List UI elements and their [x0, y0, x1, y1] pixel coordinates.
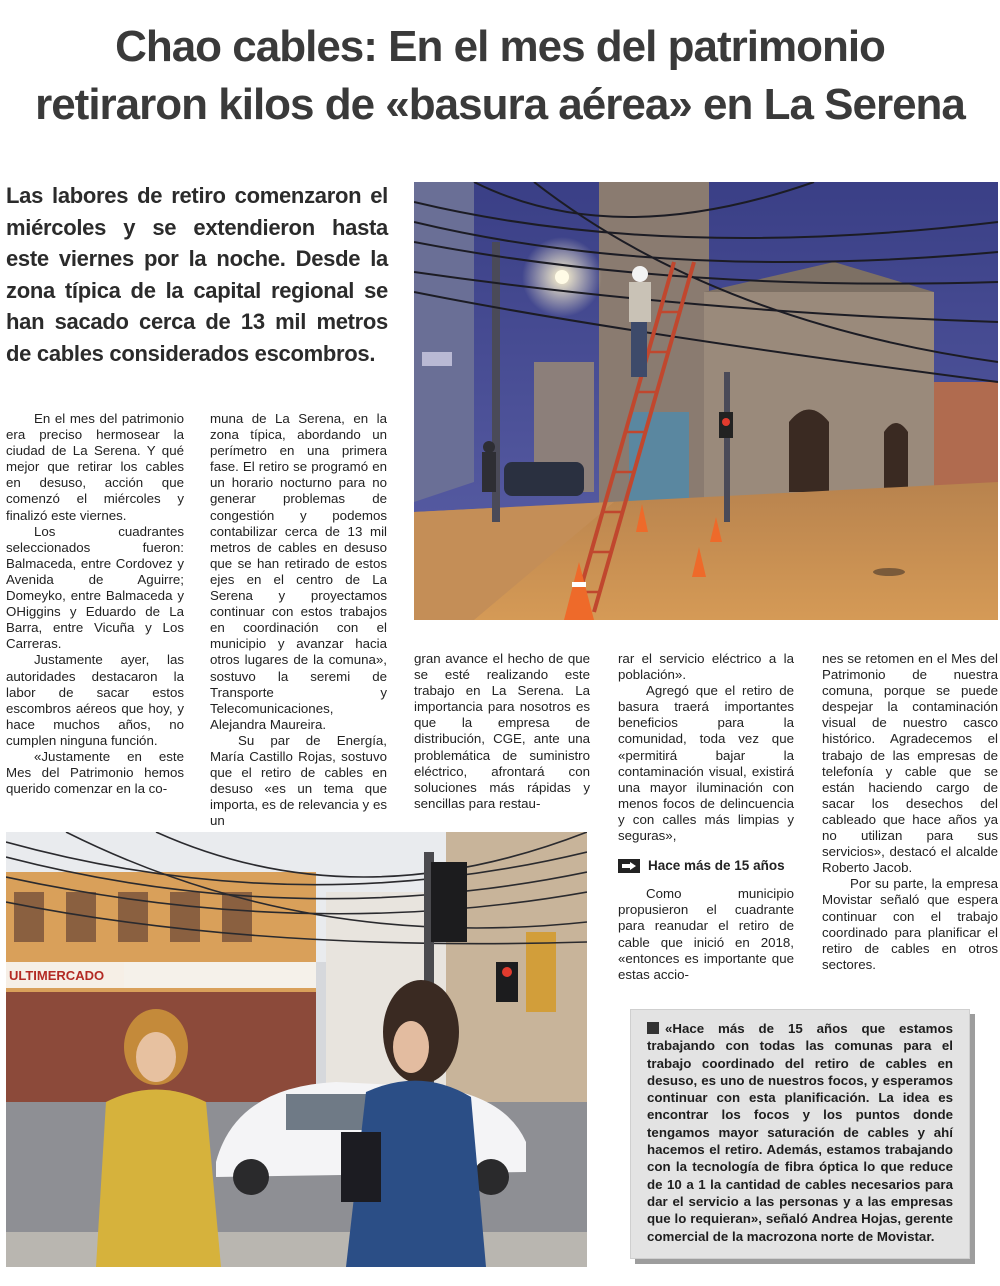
article-column-1: [6, 411, 184, 797]
subhead-text: Hace más de 15 años: [648, 858, 785, 874]
article-paragraph: muna de La Serena, en la zona típica, abordando un perímetro en una primera fase. El retiro se programó en un horario nocturno para no generar problemas de congestión y podemos contabilizar cerca de 13 mil metros de cables en desuso que se han retirado de estos ejes en el centro de La Serena y proyectamos continuar con estos trabajos en coordinación con el municipio y avanzar hacia otros lugares de la comuna», sostuvo la seremi de Transporte y Telecomunicaciones, Alejandra Maureira.: [210, 411, 387, 732]
article-paragraph: Justamente ayer, las autoridades destacaron la labor de sacar estos escombros aéreos que hoy, y hace muchos años, no cumplen ninguna función.: [6, 652, 184, 748]
article-paragraph: Su par de Energía, María Castillo Rojas, sostuvo que el retiro de cables en desuso «es un tema que importa, es de relevancia y es un: [210, 732, 387, 829]
section-subhead: [618, 858, 794, 874]
article-paragraph: Por su parte, la empresa Movistar señaló que espera continuar con el trabajo coordinado para planificar el retiro de cables en otros sectores.: [822, 876, 998, 972]
pull-quote: [647, 1020, 953, 1245]
article-column-5: [822, 651, 998, 973]
headline-line-2: retiraron kilos de «basura aérea» en La Serena: [35, 80, 965, 129]
photo-night-cable-removal: [414, 182, 998, 620]
lead-paragraph: Las labores de retiro comenzaron el miércoles y se extendieron hasta este viernes por la noche. Desde la zona típica de la capital regional se han sacado cerca de 13 mil metros de cables considerados escombros.: [6, 183, 388, 366]
article-paragraph: «Justamente en este Mes del Patrimonio hemos querido comenzar en la co-: [6, 748, 184, 797]
street-scene-illustration: [6, 832, 587, 1267]
article-paragraph: rar el servicio eléctrico a la población».: [618, 651, 794, 683]
pull-quote-text: «Hace más de 15 años que estamos trabajando con todas las comunas para el trabajo coordinado del retiro de cables en desuso, es uno de nuestros focos, y esperamos continuar con esta planificación. La idea es encontrar los focos y los puntos donde tengamos mayor saturación de cables y ahí hacemos el retiro. Además, estamos trabajando con la tecnología de fibra óptica lo que reduce de 10 a 1 la cantidad de cables necesarios para dar el servicio a las personas y a las empresas que lo requieran», señaló Andrea Hojas, gerente comercial de la macrozona norte de Movistar.: [647, 1021, 953, 1244]
pull-quote-box: [630, 1009, 970, 1259]
article-paragraph: Como municipio propusieron el cuadrante para reanudar el retiro de cable que inició en 2018, «entonces es importante que estas accio-: [618, 886, 794, 982]
store-sign: ULTIMERCADO: [9, 968, 105, 983]
article-paragraph: En el mes del patrimonio era preciso hermosear la ciudad de La Serena. Y qué mejor que retirar los cables en desuso, acción que comenzó el miércoles y finalizó este viernes.: [6, 411, 184, 523]
article-column-2: [210, 411, 387, 829]
article-paragraph: Los cuadrantes seleccionados fueron: Balmaceda, entre Cordovez y Avenida de Aguirre; Domeyko, entre Balmaceda y OHiggins y Eduardo de La Barra, entre Vicuña y Los Carreras.: [6, 523, 184, 652]
headline-line-1: Chao cables: En el mes del patrimonio: [115, 22, 885, 71]
article-column-4: [618, 651, 794, 983]
article-paragraph: nes se retomen en el Mes del Patrimonio de nuestra comuna, porque se puede despejar la contaminación visual de nuestro casco histórico. Agradecemos el trabajo de las empresas de telefonía y cable que se están haciendo cargo de sacar los desechos del cableado que hace años ya no utilizan para sus servicios», destacó el alcalde Roberto Jacob.: [822, 651, 998, 876]
square-bullet-icon: [647, 1022, 659, 1034]
headline: [0, 18, 1000, 134]
night-scene-illustration: [414, 182, 998, 620]
photo-street-interview: [6, 832, 587, 1267]
arrow-right-icon: [618, 859, 640, 873]
article-paragraph: Agregó que el retiro de basura traerá importantes beneficios para la comunidad, toda vez que «permitirá bajar la contaminación visual, existirá una mayor iluminación con menos focos de delincuencia y con calles más limpias y seguras»,: [618, 683, 794, 844]
article-column-3: [414, 651, 590, 812]
article-paragraph: gran avance el hecho de que se esté realizando este trabajo en La Serena. La importancia para nosotros es que la empresa de distribución, CGE, ante una problemática de suministro eléctrico, afrontará con soluciones más rápidas y sencillas para restau-: [414, 651, 590, 811]
